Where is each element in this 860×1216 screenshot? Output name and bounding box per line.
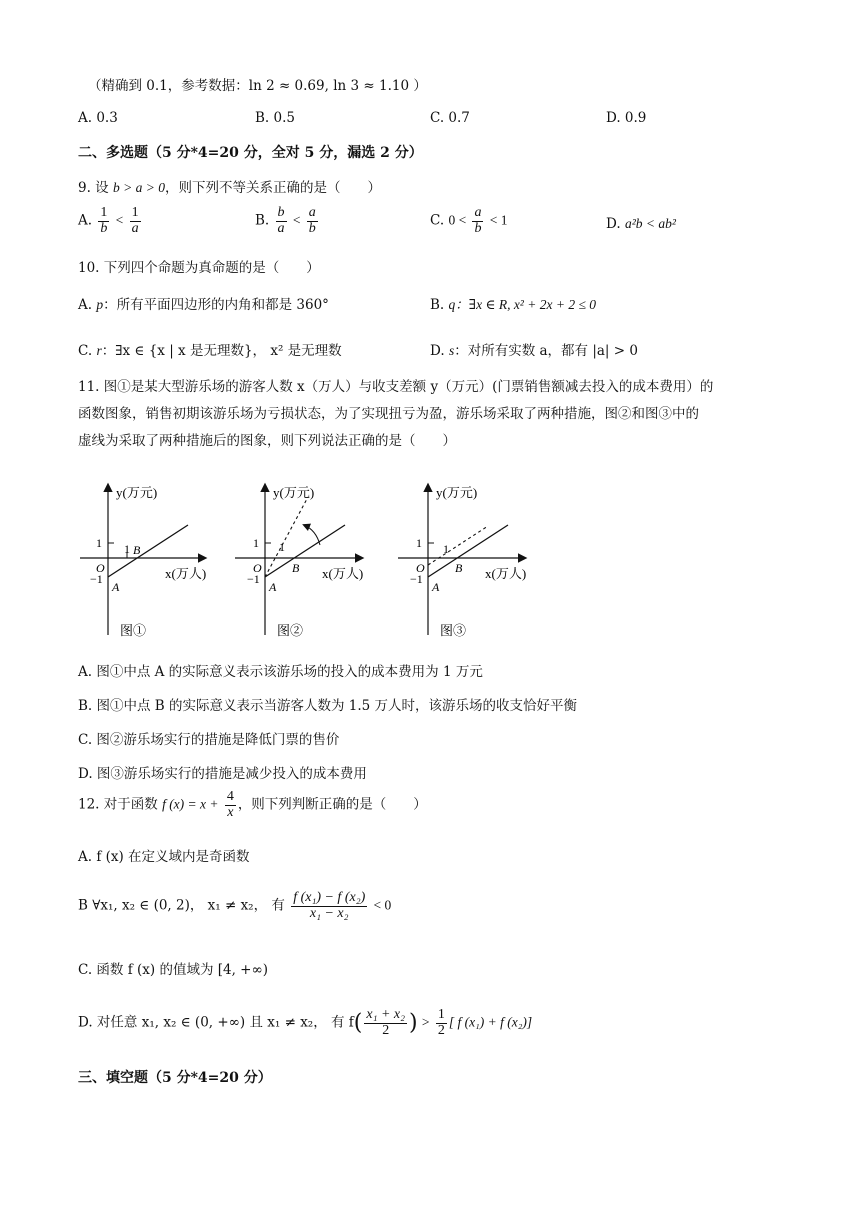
q8-option-c: C. 0.7 bbox=[430, 110, 470, 126]
svg-text:1: 1 bbox=[253, 536, 259, 550]
q12-option-c: C. 函数 f (x) 的值域为 [4, +∞) bbox=[78, 962, 269, 978]
q12-option-d: D. 对任意 x₁, x₂ ∈ (0, +∞) 且 x₁ ≠ x₂， 有 f( $\frac{\text{x₁ + x₂}}{2}$ ) > $\frac{1}{2}$ [ f (x₁) + f (x₂)] bbox=[78, 1007, 533, 1038]
figure-3 bbox=[398, 485, 526, 638]
svg-text:x(万人): x(万人) bbox=[322, 566, 364, 581]
q12-option-a: A. f (x) 在定义域内是奇函数 bbox=[78, 849, 250, 865]
q10-option-c: C. r：∃x ∈ {x | x 是无理数}， x² 是无理数 bbox=[78, 343, 342, 359]
svg-text:O: O bbox=[96, 561, 105, 575]
q10-option-b: B. q：∃x ∈ R, x² + 2x + 2 ≤ 0 bbox=[430, 297, 596, 313]
q9-option-b: B. $\frac{b}{a}$ < $\frac{a}{b}$ bbox=[255, 205, 316, 236]
figure-1 bbox=[80, 485, 206, 638]
q11-stem: 11. 图①是某大型游乐场的游客人数 x（万人）与收支差额 y（万元）(门票销售额减去投入的成本费用）的 函数图象，销售初期该游乐场为亏损状态，为了实现扭亏为盈，游乐场采取了两种措施，图②和图③中的 虚线为采取了两种措施后的图象，则下列说法正确的是（ ） bbox=[78, 379, 714, 449]
svg-text:图①: 图① bbox=[120, 623, 147, 638]
svg-text:x(万人): x(万人) bbox=[165, 566, 207, 581]
q11-figures bbox=[70, 475, 540, 645]
section-2-title: 二、多选题（5 分*4=20 分，全对 5 分，漏选 2 分） bbox=[78, 145, 423, 161]
svg-text:−1: −1 bbox=[90, 572, 103, 586]
section-3-title: 三、填空题（5 分*4=20 分） bbox=[78, 1070, 272, 1086]
q11-option-d: D. 图③游乐场实行的措施是减少投入的成本费用 bbox=[78, 766, 367, 782]
svg-text:A: A bbox=[112, 580, 120, 594]
svg-text:1: 1 bbox=[124, 542, 130, 556]
q8-option-a: A. 0.3 bbox=[78, 110, 118, 126]
svg-text:1: 1 bbox=[96, 536, 102, 550]
svg-text:x(万人): x(万人) bbox=[485, 566, 527, 581]
svg-text:O: O bbox=[253, 561, 262, 575]
svg-text:y(万元): y(万元) bbox=[273, 485, 315, 500]
q8-note: （精确到 0.1，参考数据：ln 2 ≈ 0.69, ln 3 ≈ 1.10 ） bbox=[88, 78, 427, 94]
q11-option-a: A. 图①中点 A 的实际意义表示该游乐场的投入的成本费用为 1 万元 bbox=[78, 664, 483, 680]
svg-text:B: B bbox=[292, 561, 300, 575]
svg-text:A: A bbox=[432, 580, 440, 594]
q12-stem: 12. 对于函数 f (x) = x + $\frac{4}{x}$ ，则下列判断正确的是（ ） bbox=[78, 789, 427, 820]
q9-option-c: C. 0 < $\frac{a}{b}$ < 1 bbox=[430, 205, 508, 236]
svg-text:1: 1 bbox=[416, 536, 422, 550]
figure-2 bbox=[235, 485, 363, 638]
svg-text:−1: −1 bbox=[410, 572, 423, 586]
svg-text:y(万元): y(万元) bbox=[436, 485, 478, 500]
svg-text:图③: 图③ bbox=[440, 623, 467, 638]
q9-stem: 9. 设 b > a > 0，则下列不等关系正确的是（ ） bbox=[78, 180, 381, 196]
q8-option-d: D. 0.9 bbox=[606, 110, 647, 126]
q9-option-a: A. $\frac{1}{b}$ < $\frac{1}{a}$ bbox=[78, 205, 139, 236]
q11-option-c: C. 图②游乐场实行的措施是降低门票的售价 bbox=[78, 732, 340, 748]
svg-text:B: B bbox=[133, 543, 141, 557]
svg-text:y(万元): y(万元) bbox=[116, 485, 158, 500]
svg-text:1: 1 bbox=[279, 540, 285, 554]
q9-option-d: D. a²b < ab² bbox=[606, 216, 676, 232]
q10-option-d: D. s：对所有实数 a，都有 |a| > 0 bbox=[430, 343, 638, 359]
q10-option-a: A. p：所有平面四边形的内角和都是 360° bbox=[78, 297, 329, 313]
svg-text:图②: 图② bbox=[277, 623, 304, 638]
q12-option-b: B ∀x₁, x₂ ∈ (0, 2)， x₁ ≠ x₂， 有 $\frac{\text{f (x₁) − f (x₂)}}{\text{x₁ − x₂}}$ < 0 bbox=[78, 890, 392, 921]
svg-text:−1: −1 bbox=[247, 572, 260, 586]
svg-text:A: A bbox=[269, 580, 277, 594]
svg-text:B: B bbox=[455, 561, 463, 575]
svg-text:O: O bbox=[416, 561, 425, 575]
q8-option-b: B. 0.5 bbox=[255, 110, 295, 126]
q11-option-b: B. 图①中点 B 的实际意义表示当游客人数为 1.5 万人时，该游乐场的收支恰好平衡 bbox=[78, 698, 578, 714]
svg-text:1: 1 bbox=[443, 542, 449, 556]
q10-stem: 10. 下列四个命题为真命题的是（ ） bbox=[78, 260, 320, 276]
